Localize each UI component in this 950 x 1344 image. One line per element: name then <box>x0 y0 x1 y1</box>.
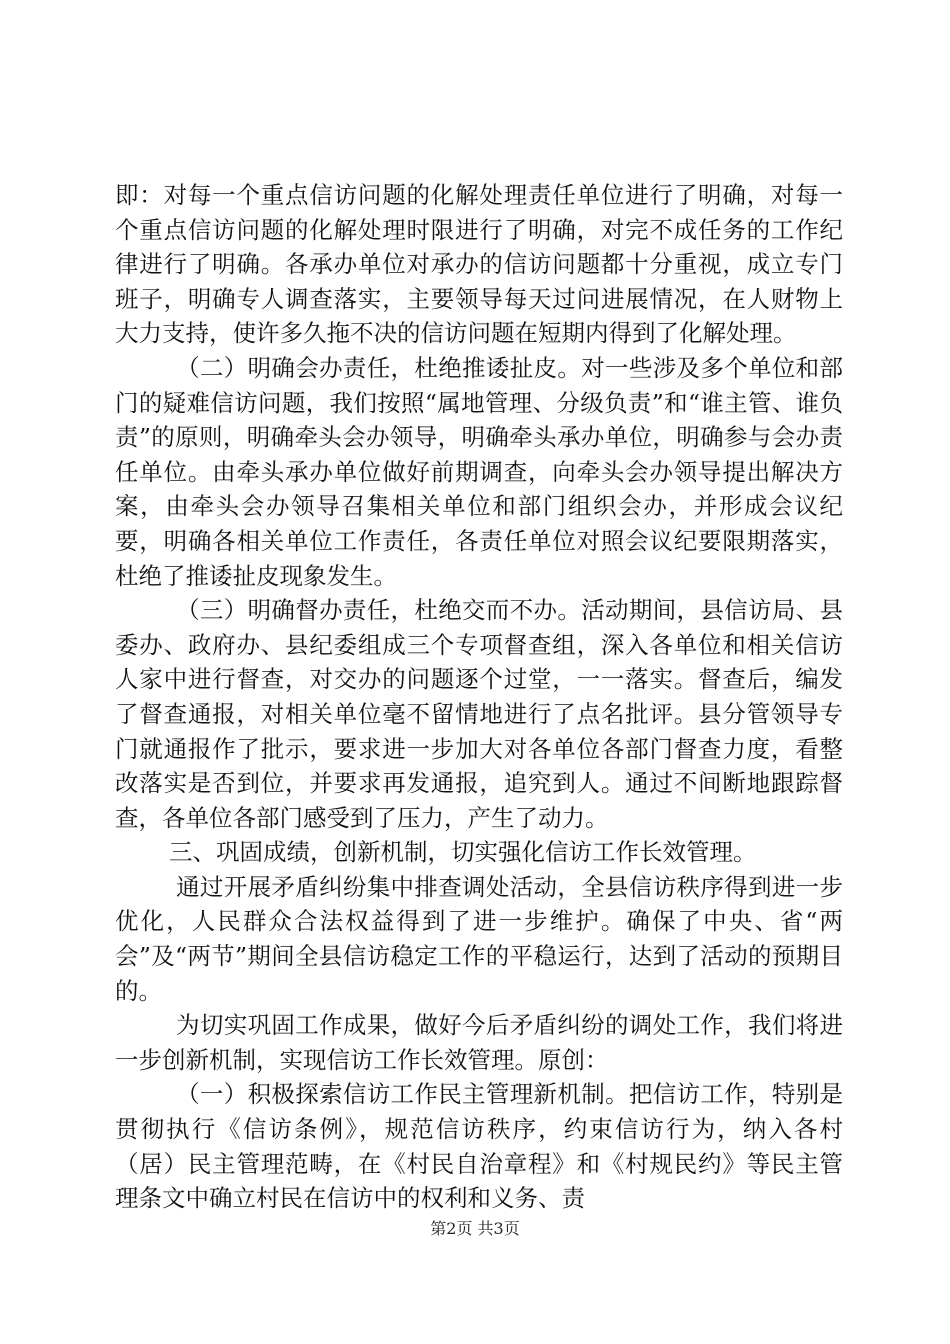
paragraph-results: 通过开展矛盾纠纷集中排查调处活动，全县信访秩序得到进一步优化，人民群众合法权益得到了进一步维护。确保了中央、省“两会”及“两节”期间全县信访稳定工作的平稳运行，达到了活动的预期目的。 <box>115 872 843 1005</box>
page-number-footer: 第2页 共3页 <box>430 1219 520 1238</box>
paragraph-democratic-management: （一）积极探索信访工作民主管理新机制。把信访工作，特别是贯彻执行《信访条例》，规范信访秩序，约束信访行为，纳入各村（居）民主管理范畴，在《村民自治章程》和《村规民约》等民主管理条文中确立村民在信访中的权利和义务、责 <box>115 1080 843 1213</box>
section-heading-three: 三、巩固成绩，创新机制，切实强化信访工作长效管理。 <box>169 838 757 867</box>
document-body <box>115 178 843 1216</box>
paragraph-joint-handling: （二）明确会办责任，杜绝推诿扯皮。对一些涉及多个单位和部门的疑难信访问题，我们按照“属地管理、分级负责”和“谁主管、谁负责”的原则，明确牵头会办领导，明确牵头承办单位，明确参与会办责任单位。由牵头承办单位做好前期调查，向牵头会办领导提出解决方案，由牵头会办领导召集相关单位和部门组织会办，并形成会议纪要，明确各相关单位工作责任，各责任单位对照会议纪要限期落实，杜绝了推诿扯皮现象发生。 <box>115 353 843 590</box>
paragraph-supervision: （三）明确督办责任，杜绝交而不办。活动期间，县信访局、县委办、政府办、县纪委组成三个专项督查组，深入各单位和相关信访人家中进行督查，对交办的问题逐个过堂，一一落实。督查后，编发了督查通报，对相关单位毫不留情地进行了点名批评。县分管领导专门就通报作了批示，要求进一步加大对各单位各部门督查力度，看整改落实是否到位，并要求再发通报，追究到人。通过不间断地跟踪督查，各单位各部门感受到了压力，产生了动力。 <box>115 596 843 832</box>
paragraph-continuation: 即：对每一个重点信访问题的化解处理责任单位进行了明确，对每一个重点信访问题的化解处理时限进行了明确，对完不成任务的工作纪律进行了明确。各承办单位对承办的信访问题都十分重视，成立专门班子，明确专人调查落实，主要领导每天过问进展情况，在人财物上大力支持，使许多久拖不决的信访问题在短期内得到了化解处理。 <box>115 181 843 348</box>
paragraph-plans: 为切实巩固工作成果，做好今后矛盾纠纷的调处工作，我们将进一步创新机制，实现信访工作长效管理。原创： <box>115 1011 843 1074</box>
